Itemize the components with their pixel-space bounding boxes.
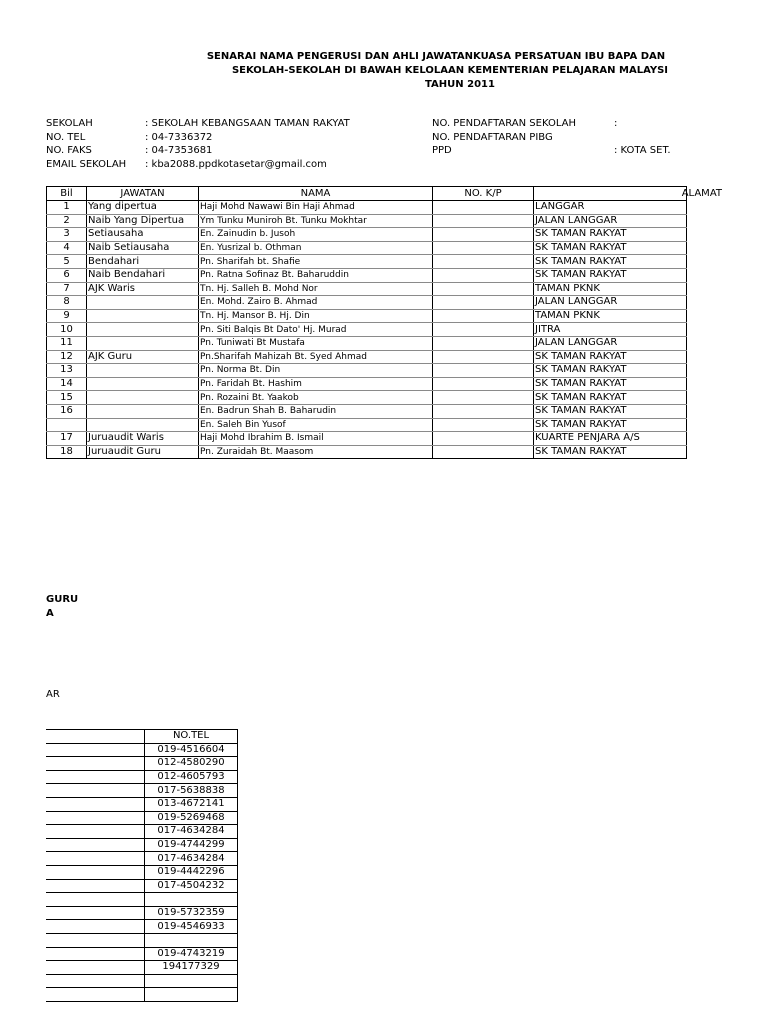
table-row: [47, 268, 687, 282]
phone-number: 017-5638838: [145, 784, 238, 798]
phone-row: [46, 920, 238, 934]
cell-bil: 16: [47, 404, 87, 418]
phone-number: 017-4634284: [145, 852, 238, 866]
cell-jawatan: Yang dipertua: [87, 201, 199, 215]
cell-alamat: TAMAN PKNK: [534, 282, 687, 296]
info-tel-label: NO. TEL: [46, 132, 86, 143]
cell-nama: Pn. Siti Balqis Bt Dato' Hj. Murad: [199, 323, 433, 337]
info-faks-label: NO. FAKS: [46, 145, 92, 156]
cell-nama: Pn. Norma Bt. Din: [199, 364, 433, 378]
cell-bil: 8: [47, 296, 87, 310]
phone-number: 019-4442296: [145, 865, 238, 879]
phone-row: [46, 974, 238, 988]
table-row: [47, 391, 687, 405]
cell-jawatan: [87, 391, 199, 405]
header-jawatan: JAWATAN: [87, 187, 199, 201]
phone-table: [46, 729, 238, 1002]
info-email-label: EMAIL SEKOLAH: [46, 159, 127, 170]
cell-bil: 18: [47, 445, 87, 459]
info-email-value: : kba2088.ppdkotasetar@gmail.com: [145, 159, 327, 170]
cell-bil: 12: [47, 350, 87, 364]
cell-no-kp: [433, 241, 534, 255]
cell-nama: Pn. Zuraidah Bt. Maasom: [199, 445, 433, 459]
cell-no-kp: [433, 445, 534, 459]
doc-title-line1: SENARAI NAMA PENGERUSI DAN AHLI JAWATANKUASA PERSATUAN IBU BAPA DAN: [206, 51, 666, 62]
phone-row: [46, 797, 238, 811]
table-row: [47, 255, 687, 269]
table-row: [47, 228, 687, 242]
committee-table: [46, 186, 722, 459]
cell-jawatan: AJK Guru: [87, 350, 199, 364]
cell-bil: 11: [47, 336, 87, 350]
cell-bil: 17: [47, 432, 87, 446]
cell-jawatan: [87, 364, 199, 378]
phone-row: [46, 743, 238, 757]
info-sekolah-value: : SEKOLAH KEBANGSAAN TAMAN RAKYAT: [145, 118, 350, 129]
cell-alamat: SK TAMAN RAKYAT: [534, 418, 687, 432]
phone-number: [145, 933, 238, 947]
cell-bil: 1: [47, 201, 87, 215]
cell-no-kp: [433, 282, 534, 296]
cell-nama: En. Zainudin b. Jusoh: [199, 228, 433, 242]
cell-alamat: SK TAMAN RAKYAT: [534, 364, 687, 378]
phone-row: [46, 825, 238, 839]
cell-no-kp: [433, 404, 534, 418]
phone-row: [46, 988, 238, 1002]
cell-no-kp: [433, 214, 534, 228]
table-row: [47, 323, 687, 337]
table-row: [47, 214, 687, 228]
cell-jawatan: [87, 323, 199, 337]
cell-alamat: SK TAMAN RAKYAT: [534, 241, 687, 255]
cell-jawatan: [87, 404, 199, 418]
cell-bil: [47, 418, 87, 432]
cell-jawatan: Juruaudit Waris: [87, 432, 199, 446]
cell-alamat: LANGGAR: [534, 201, 687, 215]
table-row: [47, 336, 687, 350]
phone-row: [46, 811, 238, 825]
cell-alamat: JALAN LANGGAR: [534, 214, 687, 228]
cell-alamat: KUARTE PENJARA A/S: [534, 432, 687, 446]
cell-alamat: JALAN LANGGAR: [534, 296, 687, 310]
table-row: [47, 241, 687, 255]
phone-row: [46, 865, 238, 879]
cell-alamat: SK TAMAN RAKYAT: [534, 228, 687, 242]
cell-bil: 7: [47, 282, 87, 296]
cell-no-kp: [433, 418, 534, 432]
cell-no-kp: [433, 268, 534, 282]
phone-number: 194177329: [145, 961, 238, 975]
header-alamat: ALAMAT: [534, 187, 687, 201]
table-row: [47, 296, 687, 310]
cell-bil: 9: [47, 309, 87, 323]
info-ppd-value: : KOTA SET.: [614, 145, 671, 156]
phone-number: 017-4504232: [145, 879, 238, 893]
cell-nama: Pn. Faridah Bt. Hashim: [199, 377, 433, 391]
cell-no-kp: [433, 201, 534, 215]
table-row: [47, 432, 687, 446]
phone-number: 019-4743219: [145, 947, 238, 961]
phone-number: 019-4744299: [145, 838, 238, 852]
cell-jawatan: [87, 418, 199, 432]
cell-no-kp: [433, 377, 534, 391]
phone-number: 019-4516604: [145, 743, 238, 757]
guru-label-line2: A: [46, 608, 54, 619]
table-header-row: [47, 187, 687, 201]
cell-no-kp: [433, 255, 534, 269]
cell-bil: 10: [47, 323, 87, 337]
info-sekolah-label: SEKOLAH: [46, 118, 93, 129]
cell-alamat: TAMAN PKNK: [534, 309, 687, 323]
cell-alamat: SK TAMAN RAKYAT: [534, 377, 687, 391]
cell-nama: En. Yusrizal b. Othman: [199, 241, 433, 255]
table-row: [47, 445, 687, 459]
cell-nama: Pn.Sharifah Mahizah Bt. Syed Ahmad: [199, 350, 433, 364]
cell-bil: 14: [47, 377, 87, 391]
cell-nama: Ym Tunku Muniroh Bt. Tunku Mokhtar: [199, 214, 433, 228]
table-row: [47, 404, 687, 418]
cell-nama: Haji Mohd Ibrahim B. Ismail: [199, 432, 433, 446]
cell-jawatan: Bendahari: [87, 255, 199, 269]
info-faks-value: : 04-7353681: [145, 145, 213, 156]
phone-header: NO.TEL: [145, 730, 238, 744]
cell-jawatan: Naib Bendahari: [87, 268, 199, 282]
header-bil: Bil: [47, 187, 87, 201]
phone-row: [46, 784, 238, 798]
cell-no-kp: [433, 432, 534, 446]
info-pendaftaran-pibg-label: NO. PENDAFTARAN PIBG: [432, 132, 553, 143]
cell-bil: 2: [47, 214, 87, 228]
table-row: [47, 282, 687, 296]
cell-bil: 13: [47, 364, 87, 378]
cell-no-kp: [433, 391, 534, 405]
table-row: [47, 418, 687, 432]
header-no-kp: NO. K/P: [433, 187, 534, 201]
cell-nama: Pn. Sharifah bt. Shafie: [199, 255, 433, 269]
cell-no-kp: [433, 336, 534, 350]
table-row: [47, 364, 687, 378]
phone-number: 019-5269468: [145, 811, 238, 825]
cell-nama: Haji Mohd Nawawi Bin Haji Ahmad: [199, 201, 433, 215]
info-pendaftaran-sekolah-value: :: [614, 118, 618, 129]
cell-jawatan: [87, 377, 199, 391]
phone-row: [46, 893, 238, 907]
cell-nama: Tn. Hj. Mansor B. Hj. Din: [199, 309, 433, 323]
phone-row: [46, 947, 238, 961]
cell-jawatan: [87, 296, 199, 310]
table-row: [47, 201, 687, 215]
phone-number: 019-4546933: [145, 920, 238, 934]
phone-row: [46, 838, 238, 852]
cell-bil: 15: [47, 391, 87, 405]
cell-nama: Pn. Tuniwati Bt Mustafa: [199, 336, 433, 350]
guru-label: [46, 593, 78, 621]
cell-no-kp: [433, 323, 534, 337]
phone-row: [46, 933, 238, 947]
phone-number: 019-5732359: [145, 906, 238, 920]
header-nama: NAMA: [199, 187, 433, 201]
cell-jawatan: Juruaudit Guru: [87, 445, 199, 459]
cell-alamat: SK TAMAN RAKYAT: [534, 445, 687, 459]
phone-number: 017-4634284: [145, 825, 238, 839]
cell-nama: Pn. Ratna Sofinaz Bt. Baharuddin: [199, 268, 433, 282]
cell-alamat: SK TAMAN RAKYAT: [534, 350, 687, 364]
doc-title-line2: SEKOLAH-SEKOLAH DI BAWAH KELOLAAN KEMENTERIAN PELAJARAN MALAYSI: [231, 65, 669, 76]
phone-number: 012-4580290: [145, 757, 238, 771]
guru-label-line1: GURU: [46, 594, 79, 605]
phone-number: [145, 988, 238, 1002]
cell-alamat: SK TAMAN RAKYAT: [534, 404, 687, 418]
cell-nama: Tn. Hj. Salleh B. Mohd Nor: [199, 282, 433, 296]
phone-number: 012-4605793: [145, 770, 238, 784]
cell-nama: En. Mohd. Zairo B. Ahmad: [199, 296, 433, 310]
cell-alamat: JITRA: [534, 323, 687, 337]
cell-jawatan: Naib Setiausaha: [87, 241, 199, 255]
cell-alamat: SK TAMAN RAKYAT: [534, 268, 687, 282]
info-tel-value: : 04-7336372: [145, 132, 213, 143]
cell-no-kp: [433, 364, 534, 378]
cell-alamat: SK TAMAN RAKYAT: [534, 255, 687, 269]
cell-jawatan: Setiausaha: [87, 228, 199, 242]
phone-row: [46, 906, 238, 920]
cell-alamat: JALAN LANGGAR: [534, 336, 687, 350]
cell-jawatan: AJK Waris: [87, 282, 199, 296]
cell-jawatan: [87, 309, 199, 323]
page-top-section: [0, 0, 722, 480]
info-ppd-label: PPD: [432, 145, 452, 156]
table-row: [47, 309, 687, 323]
cell-bil: 4: [47, 241, 87, 255]
phone-row: [46, 757, 238, 771]
table-row: [47, 350, 687, 364]
cell-nama: En. Saleh Bin Yusof: [199, 418, 433, 432]
phone-number: 013-4672141: [145, 797, 238, 811]
info-pendaftaran-sekolah-label: NO. PENDAFTARAN SEKOLAH: [432, 118, 576, 129]
cell-bil: 6: [47, 268, 87, 282]
phone-number: [145, 974, 238, 988]
cell-no-kp: [433, 350, 534, 364]
cell-bil: 5: [47, 255, 87, 269]
cell-jawatan: Naib Yang Dipertua: [87, 214, 199, 228]
cell-jawatan: [87, 336, 199, 350]
cell-bil: 3: [47, 228, 87, 242]
cell-no-kp: [433, 228, 534, 242]
phone-row: [46, 770, 238, 784]
cell-nama: En. Badrun Shah B. Baharudin: [199, 404, 433, 418]
cell-no-kp: [433, 296, 534, 310]
phone-row: [46, 879, 238, 893]
cell-alamat: SK TAMAN RAKYAT: [534, 391, 687, 405]
ar-label: AR: [46, 689, 60, 700]
doc-title-line3: TAHUN 2011: [425, 79, 495, 90]
phone-row: [46, 852, 238, 866]
cell-nama: Pn. Rozaini Bt. Yaakob: [199, 391, 433, 405]
phone-table-header: [46, 730, 238, 744]
table-row: [47, 377, 687, 391]
cell-no-kp: [433, 309, 534, 323]
phone-number: [145, 893, 238, 907]
phone-row: [46, 961, 238, 975]
